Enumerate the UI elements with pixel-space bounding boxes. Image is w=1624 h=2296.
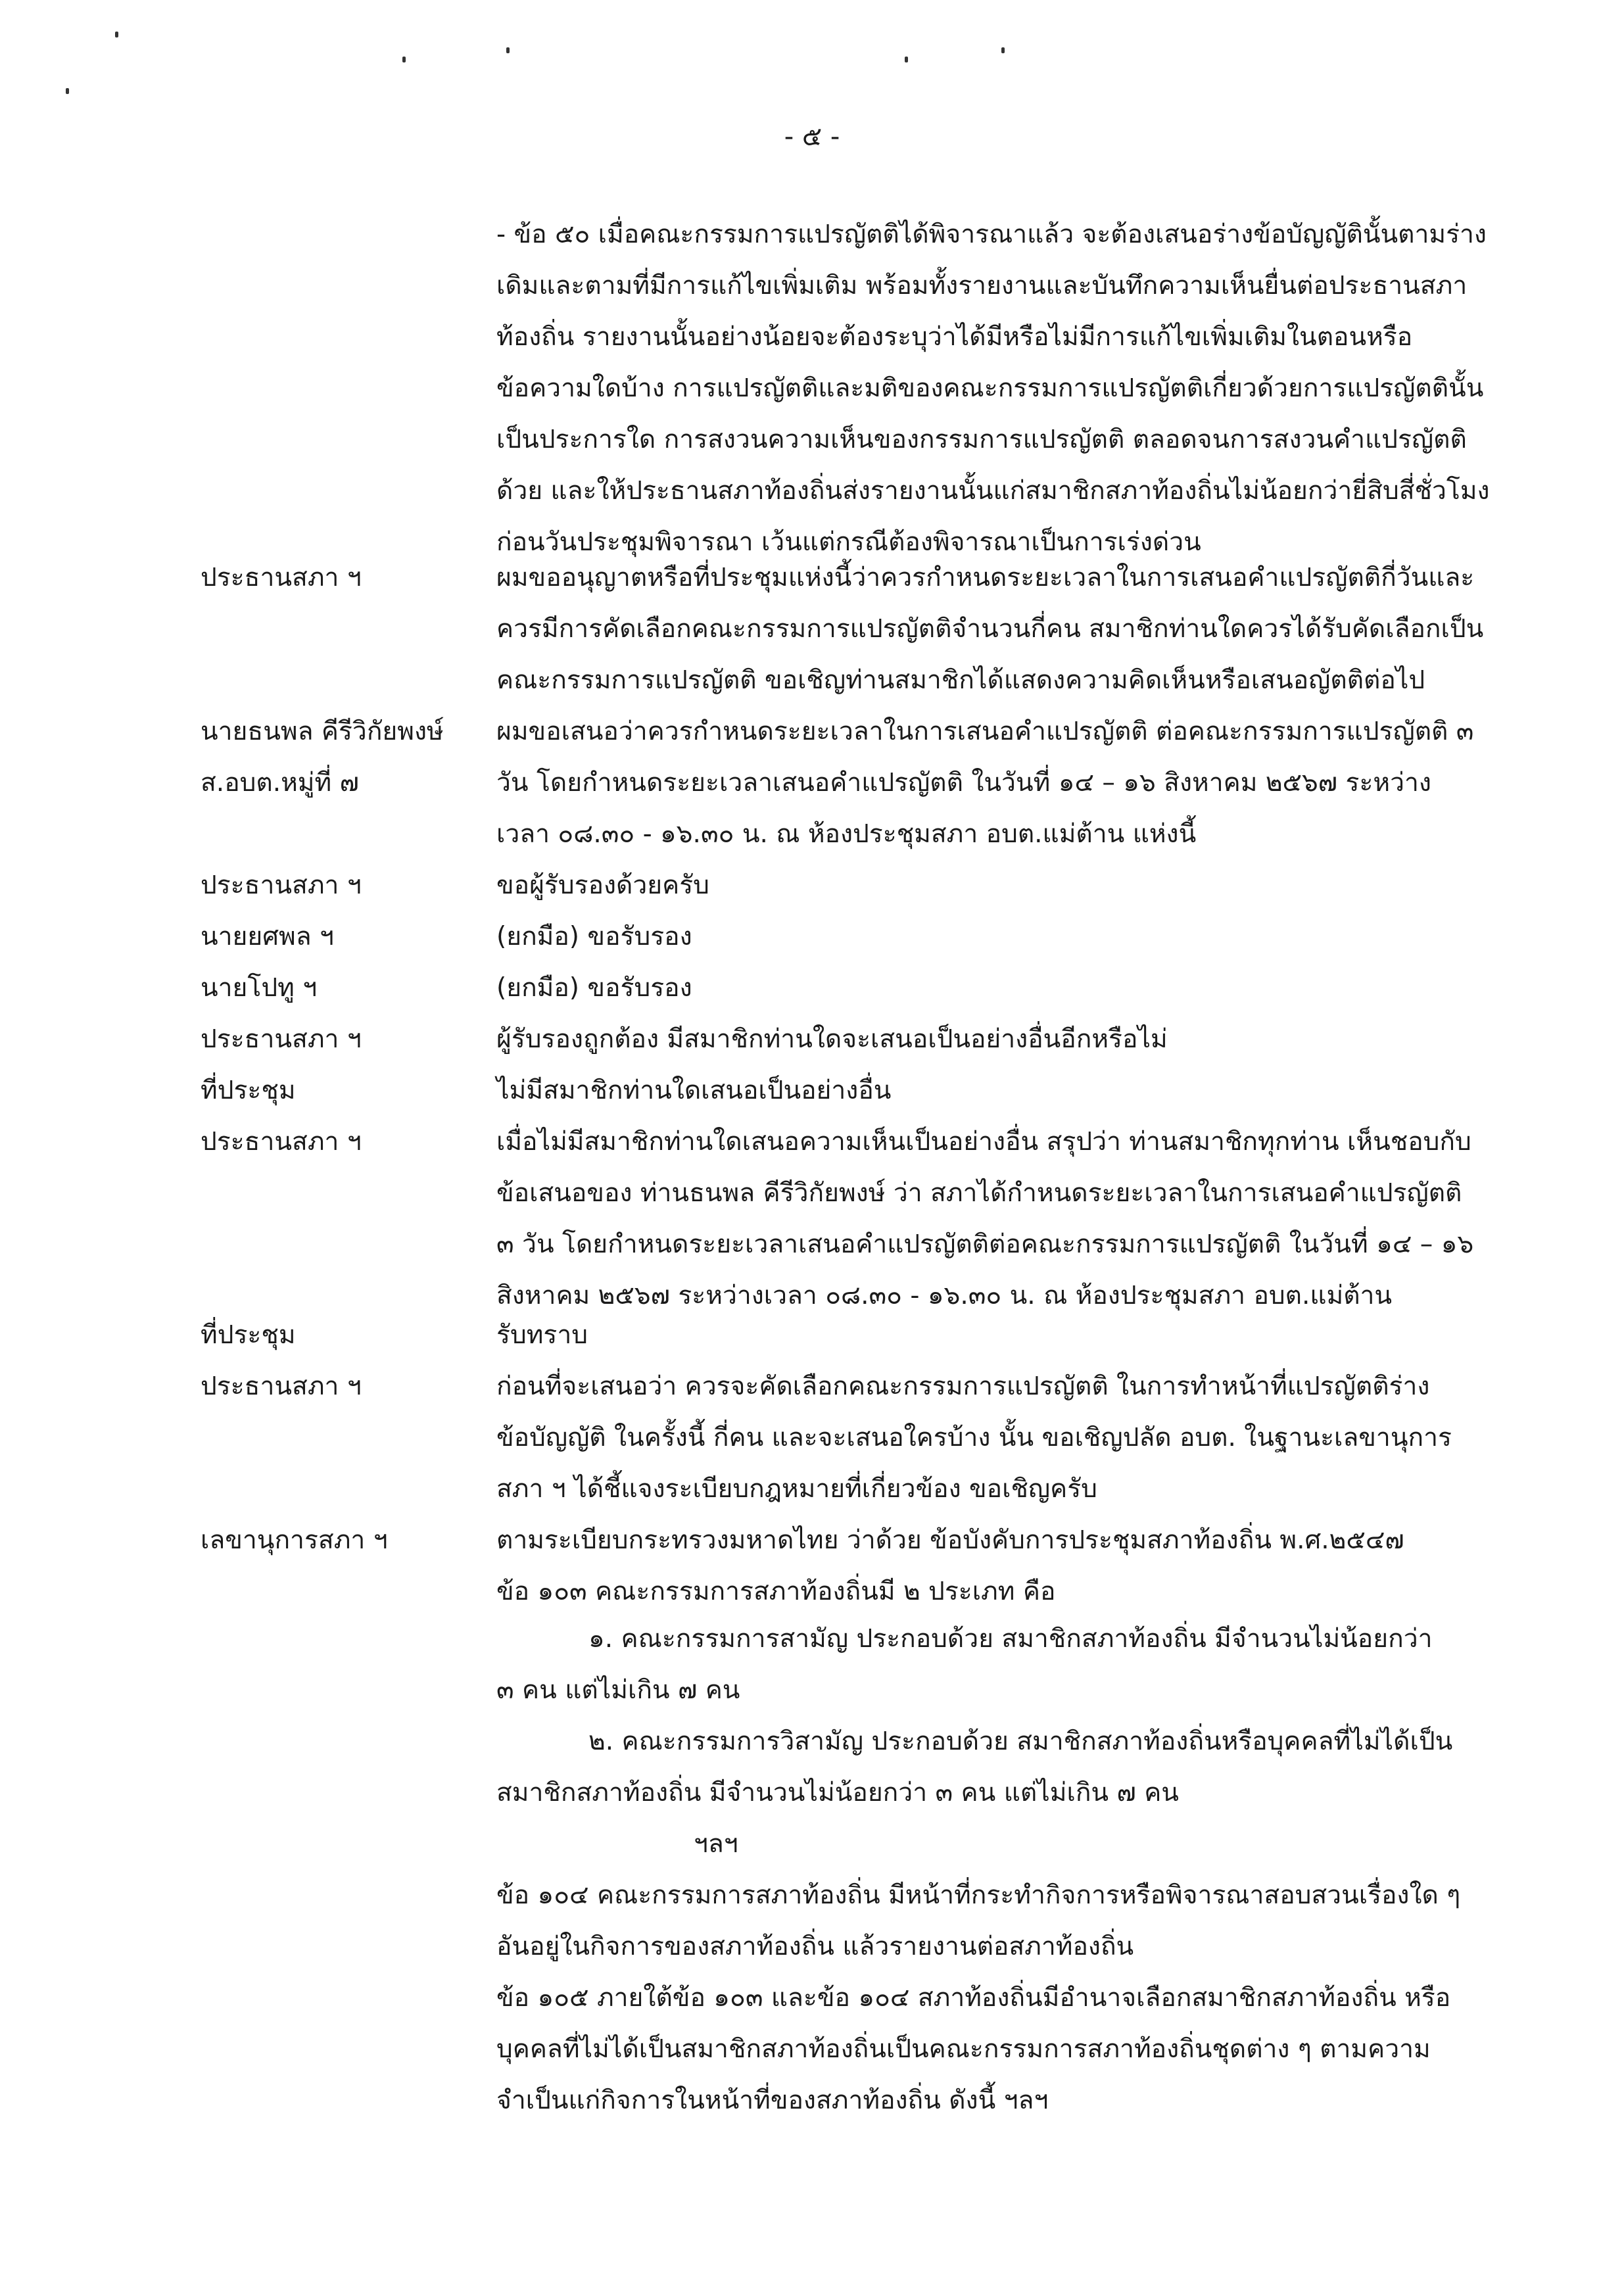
text-line: ด้วย และให้ประธานสภาท้องถิ่นส่งรายงานนั้นแก่สมาชิกสภาท้องถิ่นไม่น้อยกว่ายี่สิบสี่ชั่วโมง — [496, 476, 1490, 506]
scan-speck — [905, 57, 908, 62]
text-line: ผมขอเสนอว่าควรกำหนดระยะเวลาในการเสนอคำแปรญัตติ ต่อคณะกรรมการแปรญัตติ ๓ — [496, 717, 1474, 746]
scan-speck — [66, 88, 69, 94]
text-line: ๓ คน แต่ไม่เกิน ๗ คน — [496, 1675, 740, 1705]
statement-text — [496, 1310, 1522, 1361]
speaker-name: ประธานสภา ฯ — [201, 1127, 362, 1157]
speaker-name: นายธนพล คีรีวิกัยพงษ์ — [201, 717, 444, 746]
speaker-label — [201, 1065, 490, 1116]
speaker-name: ส.อบต.หมู่ที่ ๗ — [201, 768, 359, 798]
speaker-label — [201, 1014, 490, 1065]
text-line: ข้อ ๑๐๔ คณะกรรมการสภาท้องถิ่น มีหน้าที่กระทำกิจการหรือพิจารณาสอบสวนเรื่องใด ๆ — [496, 1880, 1461, 1910]
text-line: ข้อ ๑๐๓ คณะกรรมการสภาท้องถิ่นมี ๒ ประเภท คือ — [496, 1577, 1056, 1606]
speaker-label — [201, 860, 490, 911]
statement-text — [496, 1665, 1522, 1716]
text-line: ๓ วัน โดยกำหนดระยะเวลาเสนอคำแปรญัตติต่อคณะกรรมการแปรญัตติ ในวันที่ ๑๔ – ๑๖ — [496, 1230, 1474, 1259]
speaker-label — [201, 1310, 490, 1361]
statement-text — [496, 706, 1522, 860]
speaker-label — [201, 1361, 490, 1412]
statement-text — [496, 1614, 1614, 1665]
statement-text — [496, 860, 1522, 911]
statement-text — [496, 1767, 1522, 1819]
statement-text — [496, 209, 1522, 568]
text-line: เดิมและตามที่มีการแก้ไขเพิ่มเติม พร้อมทั้งรายงานและบันทึกความเห็นยื่นต่อประธานสภา — [496, 271, 1468, 300]
text-line: เป็นประการใด การสงวนความเห็นของกรรมการแปรญัตติ ตลอดจนการสงวนคำแปรญัตติ — [496, 425, 1467, 454]
scan-speck — [115, 32, 118, 37]
text-line: ๒. คณะกรรมการวิสามัญ ประกอบด้วย สมาชิกสภาท้องถิ่นหรือบุคคลที่ไม่ได้เป็น — [588, 1727, 1453, 1756]
text-line: สมาชิกสภาท้องถิ่น มีจำนวนไม่น้อยกว่า ๓ คน แต่ไม่เกิน ๗ คน — [496, 1778, 1179, 1807]
speaker-name: ประธานสภา ฯ — [201, 1372, 362, 1401]
speaker-label — [201, 1116, 490, 1168]
text-line: ผมขออนุญาตหรือที่ประชุมแห่งนี้ว่าควรกำหนดระยะเวลาในการเสนอคำแปรญัตติกี่วันและ — [496, 563, 1475, 592]
text-line: ข้อบัญญัติ ในครั้งนี้ กี่คน และจะเสนอใครบ้าง นั้น ขอเชิญปลัด อบต. ในฐานะเลขานุการ — [496, 1423, 1452, 1452]
text-line: อันอยู่ในกิจการของสภาท้องถิ่น แล้วรายงานต่อสภาท้องถิ่น — [496, 1932, 1134, 1961]
text-line: ๑. คณะกรรมการสามัญ ประกอบด้วย สมาชิกสภาท้องถิ่น มีจำนวนไม่น้อยกว่า — [588, 1624, 1433, 1654]
text-line: สภา ฯ ได้ชี้แจงระเบียบกฎหมายที่เกี่ยวข้อง ขอเชิญครับ — [496, 1474, 1097, 1504]
statement-text — [496, 1716, 1614, 1767]
scan-speck — [402, 57, 406, 62]
text-line: เวลา ๐๘.๓๐ - ๑๖.๓๐ น. ณ ห้องประชุมสภา อบต.แม่ต้าน แห่งนี้ — [496, 819, 1197, 849]
statement-text — [496, 1515, 1522, 1617]
text-line: ข้อเสนอของ ท่านธนพล คีรีวิกัยพงษ์ ว่า สภาได้กำหนดระยะเวลาในการเสนอคำแปรญัตติ — [496, 1178, 1462, 1208]
statement-text — [496, 1819, 1624, 1870]
text-line: (ยกมือ) ขอรับรอง — [496, 973, 692, 1003]
speaker-name: นายยศพล ฯ — [201, 922, 334, 951]
text-line: ฯลฯ — [694, 1829, 738, 1859]
text-line: ข้อ ๑๐๕ ภายใต้ข้อ ๑๐๓ และข้อ ๑๐๔ สภาท้องถิ่นมีอำนาจเลือกสมาชิกสภาท้องถิ่น หรือ — [496, 1983, 1451, 2013]
statement-text — [496, 1361, 1522, 1515]
speaker-label — [201, 963, 490, 1014]
statement-text — [496, 963, 1522, 1014]
text-line: วัน โดยกำหนดระยะเวลาเสนอคำแปรญัตติ ในวันที่ ๑๔ – ๑๖ สิงหาคม ๒๕๖๗ ระหว่าง — [496, 768, 1431, 798]
statement-text — [496, 1014, 1522, 1065]
text-line: จำเป็นแก่กิจการในหน้าที่ของสภาท้องถิ่น ดังนี้ ฯลฯ — [496, 2086, 1049, 2115]
text-line: ผู้รับรองถูกต้อง มีสมาชิกท่านใดจะเสนอเป็นอย่างอื่นอีกหรือไม่ — [496, 1024, 1168, 1054]
text-line: บุคคลที่ไม่ได้เป็นสมาชิกสภาท้องถิ่นเป็นคณะกรรมการสภาท้องถิ่นชุดต่าง ๆ ตามความ — [496, 2034, 1431, 2064]
speaker-label — [201, 911, 490, 963]
statement-text — [496, 1116, 1522, 1322]
scan-speck — [1001, 47, 1005, 53]
speaker-name: ประธานสภา ฯ — [201, 871, 362, 900]
text-line: ก่อนที่จะเสนอว่า ควรจะคัดเลือกคณะกรรมการแปรญัตติ ในการทำหน้าที่แปรญัตติร่าง — [496, 1372, 1430, 1401]
statement-text — [496, 1870, 1522, 2126]
speaker-label — [201, 1515, 490, 1566]
statement-text — [496, 552, 1522, 706]
statement-text — [496, 911, 1522, 963]
text-line: เมื่อไม่มีสมาชิกท่านใดเสนอความเห็นเป็นอย่างอื่น สรุปว่า ท่านสมาชิกทุกท่าน เห็นชอบกับ — [496, 1127, 1471, 1157]
text-line: คณะกรรมการแปรญัตติ ขอเชิญท่านสมาชิกได้แสดงความคิดเห็นหรือเสนอญัตติต่อไป — [496, 665, 1425, 695]
scan-speck — [506, 47, 510, 53]
speaker-name: ที่ประชุม — [201, 1320, 296, 1350]
text-line: ก่อนวันประชุมพิจารณา เว้นแต่กรณีต้องพิจารณาเป็นการเร่งด่วน — [496, 527, 1201, 557]
speaker-label — [201, 706, 490, 809]
text-line: ข้อความใดบ้าง การแปรญัตติและมติของคณะกรรมการแปรญัตติเกี่ยวด้วยการแปรญัตตินั้น — [496, 373, 1484, 403]
text-line: รับทราบ — [496, 1320, 588, 1350]
speaker-name: เลขานุการสภา ฯ — [201, 1525, 388, 1555]
text-line: สิงหาคม ๒๕๖๗ ระหว่างเวลา ๐๘.๓๐ - ๑๖.๓๐ น. ณ ห้องประชุมสภา อบต.แม่ต้าน — [496, 1281, 1393, 1310]
speaker-name: ประธานสภา ฯ — [201, 563, 362, 592]
text-line: - ข้อ ๕๐ เมื่อคณะกรรมการแปรญัตติได้พิจารณาแล้ว จะต้องเสนอร่างข้อบัญญัตินั้นตามร่าง — [496, 220, 1487, 249]
speaker-name: ประธานสภา ฯ — [201, 1024, 362, 1054]
speaker-name: นายโปทู ฯ — [201, 973, 318, 1003]
text-line: ควรมีการคัดเลือกคณะกรรมการแปรญัตติจำนวนกี่คน สมาชิกท่านใดควรได้รับคัดเลือกเป็น — [496, 614, 1484, 644]
text-line: ตามระเบียบกระทรวงมหาดไทย ว่าด้วย ข้อบังคับการประชุมสภาท้องถิ่น พ.ศ.๒๕๔๗ — [496, 1525, 1404, 1555]
text-line: (ยกมือ) ขอรับรอง — [496, 922, 692, 951]
speaker-name: ที่ประชุม — [201, 1076, 296, 1105]
text-line: ท้องถิ่น รายงานนั้นอย่างน้อยจะต้องระบุว่าได้มีหรือไม่มีการแก้ไขเพิ่มเติมในตอนหรือ — [496, 322, 1413, 352]
page-number: - ๕ - — [784, 122, 840, 152]
text-line: ขอผู้รับรองด้วยครับ — [496, 871, 709, 900]
text-line: ไม่มีสมาชิกท่านใดเสนอเป็นอย่างอื่น — [496, 1076, 892, 1105]
speaker-label — [201, 552, 490, 604]
statement-text — [496, 1065, 1522, 1116]
